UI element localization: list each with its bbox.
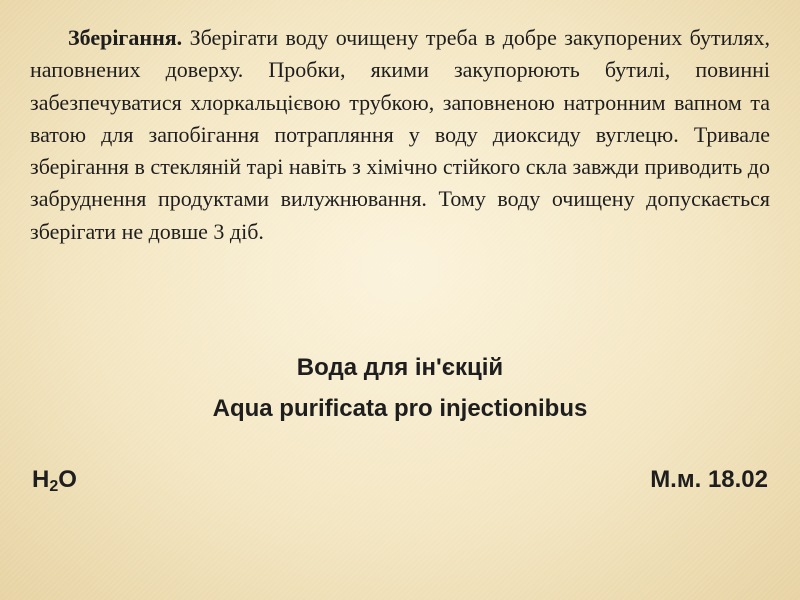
title-latin: Aqua purificata pro injectionibus [212,395,588,422]
storage-paragraph [30,22,770,248]
storage-lead: Зберігання. [68,25,183,50]
formula-h: H [32,466,50,493]
chemical-formula [32,466,77,496]
formula-subscript: 2 [49,478,59,495]
molar-mass: М.м. 18.02 [650,466,768,493]
formula-o: O [58,466,77,493]
storage-text: Зберігати воду очищену треба в добре закупорених бутилях, наповнених доверху. Пробки, якими закупорюють бутилі, повинні забезпечуватися хлоркальцієвою трубкою, заповненою натронним вапном та ватою для запобігання потрапляння у воду диоксиду вуглецю. Тривале зберігання в стекляній тарі навіть з хімічно стійкого скла завжди приводить до забруднення продуктами вилужнювання. Тому воду очищену допускається зберігати не довше 3 діб. [30,25,770,244]
title-ukrainian: Вода для ін'єкцій [296,354,504,381]
